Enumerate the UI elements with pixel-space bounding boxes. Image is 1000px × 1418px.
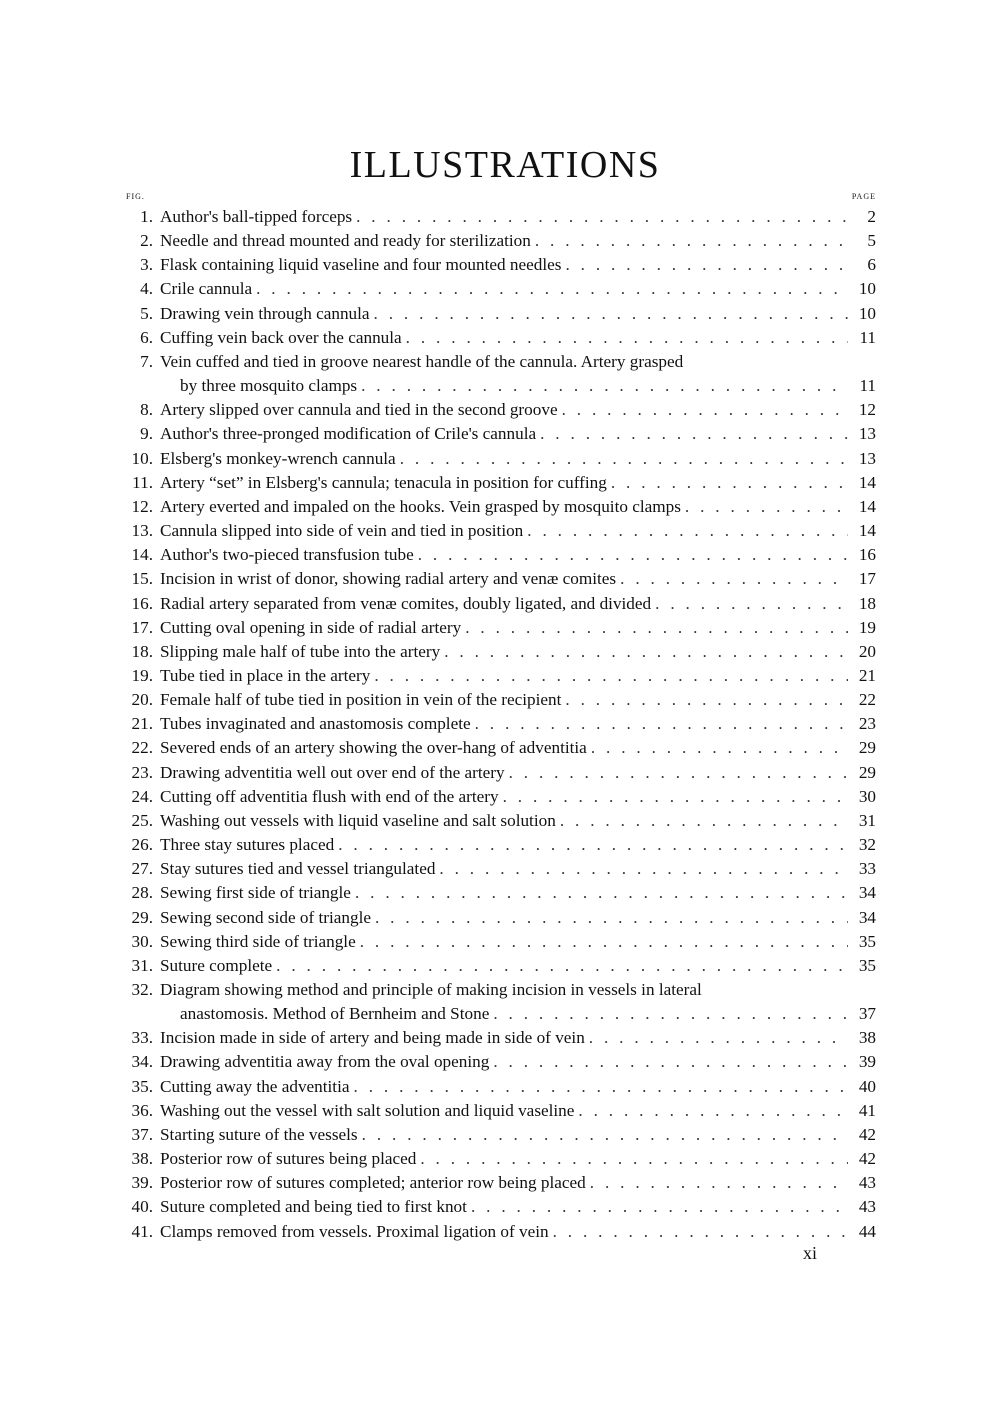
page-reference: 10 bbox=[858, 303, 876, 323]
figure-caption: Washing out the vessel with salt solution and liquid vaseline bbox=[160, 1100, 575, 1120]
page-reference: 16 bbox=[858, 545, 876, 565]
figure-caption: Drawing adventitia well out over end of the artery bbox=[160, 762, 505, 782]
page-reference: 37 bbox=[858, 1004, 876, 1024]
figure-caption: Needle and thread mounted and ready for sterilization bbox=[160, 231, 531, 251]
figure-caption: Incision in wrist of donor, showing radial artery and venæ comites bbox=[160, 569, 617, 589]
figure-number: 22. bbox=[131, 738, 153, 758]
dot-leader bbox=[338, 833, 848, 857]
illustration-entry bbox=[120, 471, 876, 495]
illustration-entry bbox=[120, 688, 876, 712]
figure-number: 40. bbox=[131, 1197, 153, 1217]
figure-number: 31. bbox=[131, 955, 153, 975]
figure-caption-continuation: by three mosquito clamps bbox=[180, 376, 358, 396]
figure-number: 25. bbox=[131, 810, 153, 830]
page-reference: 31 bbox=[858, 810, 876, 830]
page-reference: 20 bbox=[858, 641, 876, 661]
figure-number: 11. bbox=[132, 472, 153, 492]
figure-number: 1. bbox=[140, 207, 153, 226]
figure-number: 36. bbox=[131, 1100, 153, 1120]
figure-number: 10. bbox=[131, 448, 153, 468]
dot-leader bbox=[465, 616, 848, 640]
figure-number: 37. bbox=[131, 1124, 153, 1144]
dot-leader bbox=[503, 785, 848, 809]
figure-caption: Author's two-pieced transfusion tube bbox=[160, 545, 414, 565]
page-reference: 33 bbox=[858, 859, 876, 879]
figure-number: 29. bbox=[131, 907, 153, 927]
figure-caption: Artery everted and impaled on the hooks. Vein grasped by mosquito clamps bbox=[160, 496, 681, 516]
figure-caption: Washing out vessels with liquid vaseline and salt solution bbox=[160, 810, 556, 830]
dot-leader bbox=[276, 954, 848, 978]
figure-number: 6. bbox=[140, 327, 153, 347]
figure-number: 21. bbox=[131, 714, 153, 734]
figure-caption: Cutting away the adventitia bbox=[160, 1076, 350, 1096]
figure-number: 35. bbox=[131, 1076, 153, 1096]
figure-caption: Suture complete bbox=[160, 955, 273, 975]
figure-number: 34. bbox=[131, 1052, 153, 1072]
illustration-entry bbox=[120, 712, 876, 736]
figure-caption: Artery “set” in Elsberg's cannula; tenacula in position for cuffing bbox=[160, 472, 607, 492]
page-reference: 14 bbox=[858, 496, 876, 516]
dot-leader bbox=[375, 906, 848, 930]
figure-number: 7. bbox=[140, 351, 153, 371]
figure-number: 20. bbox=[131, 690, 153, 710]
figure-caption: Posterior row of sutures completed; anterior row being placed bbox=[160, 1173, 586, 1193]
illustration-entry bbox=[120, 326, 876, 350]
figure-caption: Radial artery separated from venæ comites, doubly ligated, and divided bbox=[160, 593, 652, 613]
figure-caption: Cutting oval opening in side of radial artery bbox=[160, 617, 462, 637]
dot-leader bbox=[611, 471, 848, 495]
figure-number: 14. bbox=[131, 545, 153, 565]
figure-number: 9. bbox=[140, 424, 153, 444]
illustration-entry bbox=[120, 567, 876, 591]
figure-caption: Stay sutures tied and vessel triangulated bbox=[160, 859, 436, 879]
page-reference: 39 bbox=[858, 1052, 876, 1072]
page-reference: 42 bbox=[858, 1124, 876, 1144]
dot-leader bbox=[360, 930, 848, 954]
illustration-entry bbox=[120, 495, 876, 519]
illustration-entry bbox=[120, 519, 876, 543]
page-reference: 12 bbox=[858, 400, 876, 420]
page-reference: 21 bbox=[858, 665, 876, 685]
figure-number: 19. bbox=[131, 665, 153, 685]
figure-caption: Cuffing vein back over the cannula bbox=[160, 327, 402, 347]
figure-number: 13. bbox=[131, 521, 153, 541]
figure-caption: Clamps removed from vessels. Proximal ligation of vein bbox=[160, 1221, 549, 1241]
illustration-entry bbox=[120, 302, 876, 326]
illustration-entry bbox=[120, 205, 876, 229]
illustration-entry bbox=[120, 350, 876, 398]
illustration-entry bbox=[120, 906, 876, 930]
dot-leader bbox=[374, 664, 848, 688]
dot-leader bbox=[256, 277, 848, 301]
page-reference: 2 bbox=[867, 207, 876, 226]
figure-caption: Diagram showing method and principle of making incision in vessels in lateral bbox=[160, 980, 702, 999]
figure-caption: Sewing second side of triangle bbox=[160, 907, 371, 927]
illustration-entry bbox=[120, 1147, 876, 1171]
page-number-folio: xi bbox=[803, 1243, 818, 1263]
page-reference: 35 bbox=[858, 931, 876, 951]
illustration-entry bbox=[120, 592, 876, 616]
figure-number: 23. bbox=[131, 762, 153, 782]
illustration-entry bbox=[120, 1123, 876, 1147]
dot-leader bbox=[355, 881, 848, 905]
figure-caption: Tube tied in place in the artery bbox=[160, 665, 371, 685]
dot-leader bbox=[406, 326, 848, 350]
illustration-entry bbox=[120, 1075, 876, 1099]
dot-leader bbox=[475, 712, 848, 736]
figure-number: 27. bbox=[131, 859, 153, 879]
page-reference: 19 bbox=[858, 617, 876, 637]
dot-leader bbox=[527, 519, 848, 543]
illustration-entry bbox=[120, 1195, 876, 1219]
page-reference: 40 bbox=[858, 1076, 876, 1096]
figure-number: 32. bbox=[131, 980, 153, 999]
figure-caption: Three stay sutures placed bbox=[160, 835, 335, 855]
page-reference: 22 bbox=[858, 690, 876, 710]
illustration-entry bbox=[120, 1220, 876, 1244]
page-reference: 38 bbox=[858, 1028, 876, 1048]
figure-caption: Starting suture of the vessels bbox=[160, 1124, 358, 1144]
page-reference: 29 bbox=[858, 762, 876, 782]
illustration-entry bbox=[120, 277, 876, 301]
dot-leader bbox=[471, 1195, 848, 1219]
dot-leader bbox=[444, 640, 848, 664]
figure-caption: Author's three-pronged modification of Crile's cannula bbox=[160, 424, 537, 444]
illustration-entry bbox=[120, 640, 876, 664]
page-reference: 41 bbox=[858, 1100, 876, 1120]
dot-leader bbox=[620, 567, 848, 591]
figure-number: 8. bbox=[140, 400, 153, 420]
page-reference: 34 bbox=[858, 907, 876, 927]
figure-number: 3. bbox=[140, 255, 153, 275]
dot-leader bbox=[565, 688, 848, 712]
page-reference: 42 bbox=[858, 1149, 876, 1169]
page-reference: 30 bbox=[858, 786, 876, 806]
dot-leader bbox=[509, 761, 848, 785]
figure-caption: Sewing first side of triangle bbox=[160, 883, 351, 903]
figure-caption: Cannula slipped into side of vein and tied in position bbox=[160, 521, 524, 541]
illustration-entry bbox=[120, 1099, 876, 1123]
page-reference: 17 bbox=[858, 569, 876, 589]
illustration-entry bbox=[120, 447, 876, 471]
illustration-entry bbox=[120, 809, 876, 833]
figure-number: 5. bbox=[140, 303, 153, 323]
dot-leader bbox=[356, 205, 848, 229]
dot-leader bbox=[685, 495, 848, 519]
dot-leader bbox=[560, 809, 848, 833]
page-reference: 14 bbox=[858, 521, 876, 541]
page-reference: 6 bbox=[867, 255, 876, 275]
dot-leader bbox=[578, 1099, 848, 1123]
figure-caption: Cutting off adventitia flush with end of the artery bbox=[160, 786, 499, 806]
figure-caption: Sewing third side of triangle bbox=[160, 931, 356, 951]
dot-leader bbox=[540, 422, 848, 446]
page-reference: 34 bbox=[858, 883, 876, 903]
dot-leader bbox=[420, 1147, 848, 1171]
dot-leader bbox=[400, 447, 848, 471]
figure-caption: Posterior row of sutures being placed bbox=[160, 1149, 417, 1169]
dot-leader bbox=[589, 1026, 848, 1050]
page-reference: 43 bbox=[858, 1173, 876, 1193]
figure-number: 15. bbox=[131, 569, 153, 589]
figure-caption: Elsberg's monkey-wrench cannula bbox=[160, 448, 396, 468]
fig-column-header: FIG. bbox=[126, 192, 145, 201]
dot-leader bbox=[439, 857, 848, 881]
page-reference: 35 bbox=[858, 955, 876, 975]
illustration-entry bbox=[120, 785, 876, 809]
illustrations-list bbox=[120, 205, 876, 1244]
page-reference: 44 bbox=[858, 1221, 876, 1241]
page-reference: 32 bbox=[858, 835, 876, 855]
figure-number: 24. bbox=[131, 786, 153, 806]
figure-number: 28. bbox=[131, 883, 153, 903]
dot-leader bbox=[361, 374, 848, 398]
figure-number: 30. bbox=[131, 931, 153, 951]
dot-leader bbox=[590, 1171, 848, 1195]
illustration-entry bbox=[120, 253, 876, 277]
dot-leader bbox=[493, 1002, 848, 1026]
illustration-entry bbox=[120, 954, 876, 978]
page-reference: 13 bbox=[858, 424, 876, 444]
page-reference: 14 bbox=[858, 472, 876, 492]
page-title: ILLUSTRATIONS bbox=[349, 144, 661, 186]
figure-caption: Drawing adventitia away from the oval opening bbox=[160, 1052, 490, 1072]
dot-leader bbox=[535, 229, 848, 253]
figure-number: 16. bbox=[131, 593, 153, 613]
page-reference: 23 bbox=[858, 714, 876, 734]
figure-number: 12. bbox=[131, 496, 153, 516]
illustration-entry bbox=[120, 930, 876, 954]
page-reference: 10 bbox=[858, 279, 876, 299]
page-reference: 5 bbox=[867, 231, 876, 251]
page-reference: 11 bbox=[859, 327, 876, 347]
page-reference: 29 bbox=[858, 738, 876, 758]
illustration-entry bbox=[120, 1026, 876, 1050]
figure-caption: Flask containing liquid vaseline and four mounted needles bbox=[160, 255, 562, 275]
figure-caption: Incision made in side of artery and being made in side of vein bbox=[160, 1028, 585, 1048]
figure-number: 2. bbox=[140, 231, 153, 251]
illustration-entry bbox=[120, 616, 876, 640]
figure-caption: Severed ends of an artery showing the over-hang of adventitia bbox=[160, 738, 587, 758]
figure-number: 4. bbox=[140, 279, 153, 299]
figure-number: 38. bbox=[131, 1149, 153, 1169]
figure-number: 41. bbox=[131, 1221, 153, 1241]
illustration-entry bbox=[120, 736, 876, 760]
illustration-entry bbox=[120, 1171, 876, 1195]
dot-leader bbox=[562, 398, 848, 422]
dot-leader bbox=[655, 592, 848, 616]
figure-number: 26. bbox=[131, 835, 153, 855]
dot-leader bbox=[374, 302, 848, 326]
illustration-entry bbox=[120, 1050, 876, 1074]
figure-caption: Female half of tube tied in position in vein of the recipient bbox=[160, 690, 562, 710]
illustration-entry bbox=[120, 833, 876, 857]
figure-caption: Drawing vein through cannula bbox=[160, 303, 370, 323]
figure-caption: Artery slipped over cannula and tied in the second groove bbox=[160, 400, 558, 420]
figure-caption: Crile cannula bbox=[160, 279, 253, 299]
figure-caption: Slipping male half of tube into the artery bbox=[160, 641, 441, 661]
figure-number: 39. bbox=[131, 1173, 153, 1193]
page-reference: 11 bbox=[859, 376, 876, 396]
page-reference: 43 bbox=[858, 1197, 876, 1217]
illustration-entry bbox=[120, 229, 876, 253]
page-column-header: PAGE bbox=[851, 192, 876, 201]
dot-leader bbox=[553, 1220, 848, 1244]
figure-caption: Suture completed and being tied to first knot bbox=[160, 1197, 467, 1217]
figure-caption-continuation: anastomosis. Method of Bernheim and Stone bbox=[180, 1004, 490, 1024]
dot-leader bbox=[418, 543, 848, 567]
dot-leader bbox=[565, 253, 848, 277]
dot-leader bbox=[493, 1050, 848, 1074]
figure-caption: Vein cuffed and tied in groove nearest handle of the cannula. Artery grasped bbox=[160, 351, 684, 371]
illustration-entry bbox=[120, 664, 876, 688]
illustration-entry bbox=[120, 543, 876, 567]
illustration-entry bbox=[120, 422, 876, 446]
illustration-entry bbox=[120, 978, 876, 1026]
illustration-entry bbox=[120, 881, 876, 905]
figure-caption: Author's ball-tipped forceps bbox=[160, 207, 353, 226]
figure-number: 33. bbox=[131, 1028, 153, 1048]
dot-leader bbox=[354, 1075, 849, 1099]
page-reference: 13 bbox=[858, 448, 876, 468]
figure-number: 17. bbox=[131, 617, 153, 637]
illustration-entry bbox=[120, 761, 876, 785]
page-reference: 18 bbox=[858, 593, 876, 613]
figure-caption: Tubes invaginated and anastomosis complete bbox=[160, 714, 471, 734]
illustration-entry bbox=[120, 398, 876, 422]
illustration-entry bbox=[120, 857, 876, 881]
figure-number: 18. bbox=[131, 641, 153, 661]
dot-leader bbox=[362, 1123, 848, 1147]
dot-leader bbox=[591, 736, 848, 760]
